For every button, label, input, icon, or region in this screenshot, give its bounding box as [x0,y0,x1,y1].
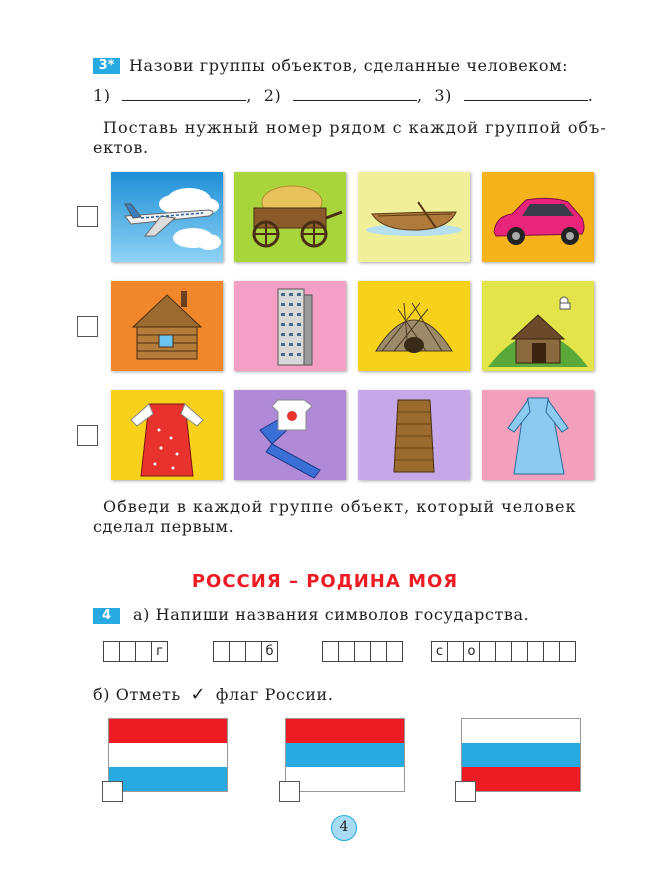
blank-label-2: 2) [263,86,282,105]
log-house-picture[interactable] [111,281,223,371]
flag-option-1 [109,719,227,791]
letter-cell[interactable] [511,641,528,662]
answer-blank-3[interactable] [464,99,588,101]
flag-3-checkbox[interactable] [455,781,476,802]
letter-cell[interactable] [213,641,230,662]
task4-part-b [93,684,334,705]
answer-blanks-row [93,86,593,105]
instruction-line-2: ектов. [93,138,149,157]
folk-dress-picture[interactable] [111,390,223,480]
flag-option-2 [286,719,404,791]
comma: , [417,86,423,105]
word-cells-3 [322,641,402,662]
task-prompt: Назови группы объектов, сделанные человеком: [129,56,569,75]
letter-cell[interactable] [479,641,496,662]
comma: , [246,86,252,105]
tower-block-picture[interactable] [234,281,346,371]
letter-cell[interactable] [527,641,544,662]
blank-label-3: 3) [434,86,452,105]
letter-cell[interactable] [543,641,560,662]
task-number-badge: 4 [93,608,120,624]
task-number-badge: 3* [93,58,120,74]
section-title: РОССИЯ – РОДИНА МОЯ [191,571,459,592]
blue-dress-picture[interactable] [482,390,594,480]
letter-cell[interactable] [135,641,152,662]
letter-cell[interactable] [386,641,403,662]
letter-cell[interactable] [338,641,355,662]
task4-part-a: а) Напиши названия символов государства. [133,605,530,624]
letter-cell[interactable] [354,641,371,662]
instruction-line-1: Поставь нужный номер рядом с каждой группой объ- [103,118,607,137]
fur-garment-picture[interactable] [358,390,470,480]
period: . [587,86,594,105]
letter-cell[interactable] [245,641,262,662]
flag-stripe [109,767,227,791]
answer-blank-1[interactable] [122,99,246,101]
blank-label-1: 1) [93,86,111,105]
flag-stripe [286,767,404,791]
row-2-number-box[interactable] [77,316,98,337]
flag-stripe [462,743,580,767]
word-cells-4 [431,641,575,662]
flag-stripe [286,743,404,767]
circle-instruction-line-2: сделал первым. [93,517,235,536]
hay-cart-picture[interactable] [234,172,346,262]
circle-instruction-line-1: Обведи в каждой группе объект, который человек [103,497,577,516]
letter-cell[interactable] [447,641,464,662]
letter-cell[interactable] [495,641,512,662]
flag-option-3 [462,719,580,791]
flag-2-checkbox[interactable] [279,781,300,802]
airplane-picture[interactable] [111,172,223,262]
letter-cell[interactable]: о [463,641,480,662]
row-1-number-box[interactable] [77,206,98,227]
flag-stripe [286,719,404,743]
letter-cell[interactable]: б [261,641,278,662]
part-b-suffix: флаг России. [215,685,334,704]
letter-cell[interactable] [103,641,120,662]
flag-stripe [462,767,580,791]
letter-cell[interactable] [229,641,246,662]
dugout-hut-picture[interactable] [482,281,594,371]
rowboat-picture[interactable] [358,172,470,262]
check-mark-icon: ✓ [190,684,207,705]
answer-blank-2[interactable] [293,99,417,101]
flag-stripe [462,719,580,743]
letter-cell[interactable] [559,641,576,662]
row-3-number-box[interactable] [77,425,98,446]
letter-cell[interactable]: с [431,641,448,662]
letter-cell[interactable] [119,641,136,662]
letter-cell[interactable] [322,641,339,662]
letter-cell[interactable] [370,641,387,662]
letter-cell[interactable]: г [151,641,168,662]
word-cells-2 [213,641,277,662]
car-picture[interactable] [482,172,594,262]
word-cells-1 [103,641,167,662]
page-number-badge: 4 [331,815,357,841]
flag-stripe [109,743,227,767]
branch-hut-picture[interactable] [358,281,470,371]
flag-stripe [109,719,227,743]
flag-1-checkbox[interactable] [102,781,123,802]
part-b-prefix: б) Отметь [93,685,181,704]
modern-clothes-picture[interactable] [234,390,346,480]
